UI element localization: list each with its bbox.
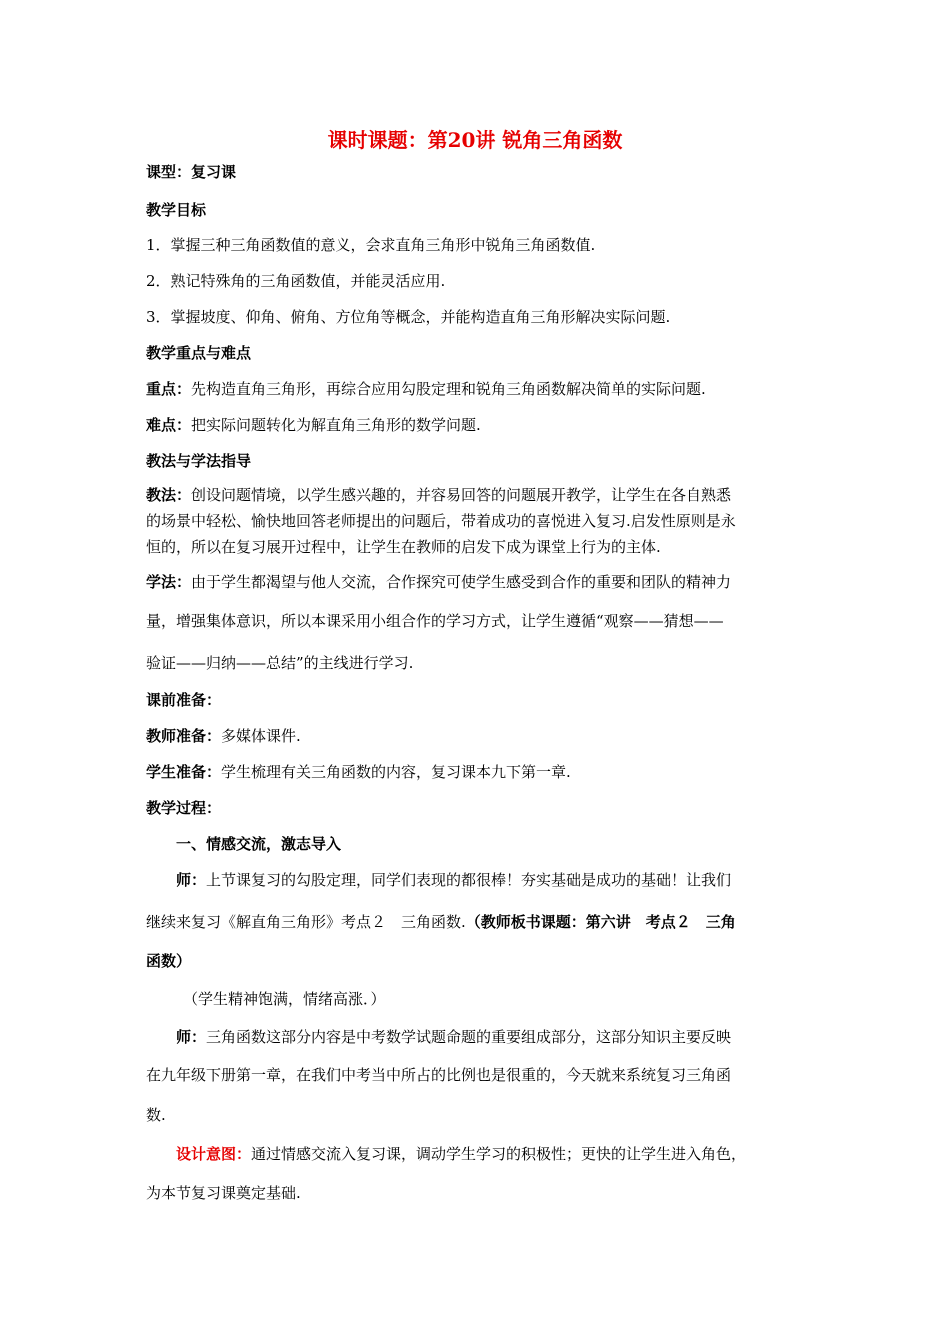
objective-item: 1．掌握三种三角函数值的意义，会求直角三角形中锐角三角函数值. [146, 236, 596, 254]
teacher-speech-label: 师： [176, 871, 207, 889]
difficulty-text: 把实际问题转化为解直角三角形的数学问题. [191, 416, 481, 434]
teacher-preparation [146, 725, 301, 747]
course-type: 课型：复习课 [146, 163, 237, 181]
objectives-heading: 教学目标 [146, 201, 207, 219]
teach-method-label: 教法： [146, 486, 192, 504]
focus-text: 先构造直角三角形，再综合应用勾股定理和锐角三角函数解决简单的实际问题. [191, 380, 706, 398]
design-intent-line: 为本节复习课奠定基础. [146, 1184, 301, 1202]
teacher-speech-line: 数. [146, 1106, 166, 1124]
teach-method-line: 恒的，所以在复习展开过程中，让学生在教师的启发下成为课堂上行为的主体. [146, 538, 661, 556]
design-intent-label: 设计意图： [176, 1145, 252, 1163]
teach-method-line [146, 484, 731, 506]
board-title-note: （教师板书课题：第六讲 考点２ 三角 [465, 913, 736, 931]
teach-method-line: 的场景中轻松、愉快地回答老师提出的问题后，带着成功的喜悦进入复习.启发性原则是永 [146, 512, 736, 530]
student-preparation [146, 761, 571, 783]
teacher-speech-line [146, 911, 736, 933]
teacher-speech-text: 三角函数这部分内容是中考数学试题命题的重要组成部分，这部分知识主要反映 [206, 1028, 732, 1046]
teacher-speech-line: 在九年级下册第一章，在我们中考当中所占的比例也是很重的，今天就来系统复习三角函 [146, 1066, 732, 1084]
objective-item: 2．熟记特殊角的三角函数值，并能灵活应用. [146, 272, 446, 290]
focus-paragraph [146, 378, 706, 400]
learn-method-line: 量，增强集体意识，所以本课采用小组合作的学习方式，让学生遵循“观察——猜想—— [146, 612, 724, 630]
student-note: （学生精神饱满，情绪高涨．） [183, 990, 386, 1008]
methods-heading: 教法与学法指导 [146, 452, 252, 470]
student-preparation-text: 学生梳理有关三角函数的内容，复习课本九下第一章. [221, 763, 571, 781]
teacher-speech-text: 上节课复习的勾股定理，同学们表现的都很棒！夯实基础是成功的基础！让我们 [206, 871, 732, 889]
student-preparation-label: 学生准备： [146, 763, 222, 781]
preparation-heading: 课前准备： [146, 691, 222, 709]
key-points-heading: 教学重点与难点 [146, 344, 252, 362]
learn-method-text: 由于学生都渴望与他人交流，合作探究可使学生感受到合作的重要和团队的精神力 [191, 573, 732, 591]
learn-method-line: 验证——归纳——总结”的主线进行学习. [146, 654, 414, 672]
teacher-speech-label: 师： [176, 1028, 207, 1046]
focus-label: 重点： [146, 380, 192, 398]
teacher-speech-line [176, 869, 731, 891]
board-title-note: 函数） [146, 952, 192, 970]
teach-method-text: 创设问题情境，以学生感兴趣的，并容易回答的问题展开教学，让学生在各自熟悉 [191, 486, 732, 504]
difficulty-paragraph [146, 414, 481, 436]
design-intent-text: 通过情感交流入复习课，调动学生学习的积极性；更快的让学生进入角色， [251, 1145, 747, 1163]
teacher-speech-text: 继续来复习《解直角三角形》考点２ 三角函数. [146, 913, 466, 931]
learn-method-line [146, 571, 731, 593]
design-intent-line [176, 1143, 746, 1165]
page-title: 课时课题：第20讲 锐角三角函数 [327, 128, 623, 152]
process-heading: 教学过程： [146, 799, 222, 817]
difficulty-label: 难点： [146, 416, 192, 434]
teacher-preparation-text: 多媒体课件. [221, 727, 301, 745]
teacher-preparation-label: 教师准备： [146, 727, 222, 745]
teacher-speech-line [176, 1026, 731, 1048]
objective-item: 3．掌握坡度、仰角、俯角、方位角等概念，并能构造直角三角形解决实际问题. [146, 308, 671, 326]
learn-method-label: 学法： [146, 573, 192, 591]
section-heading: 一、情感交流，激志导入 [176, 835, 342, 853]
